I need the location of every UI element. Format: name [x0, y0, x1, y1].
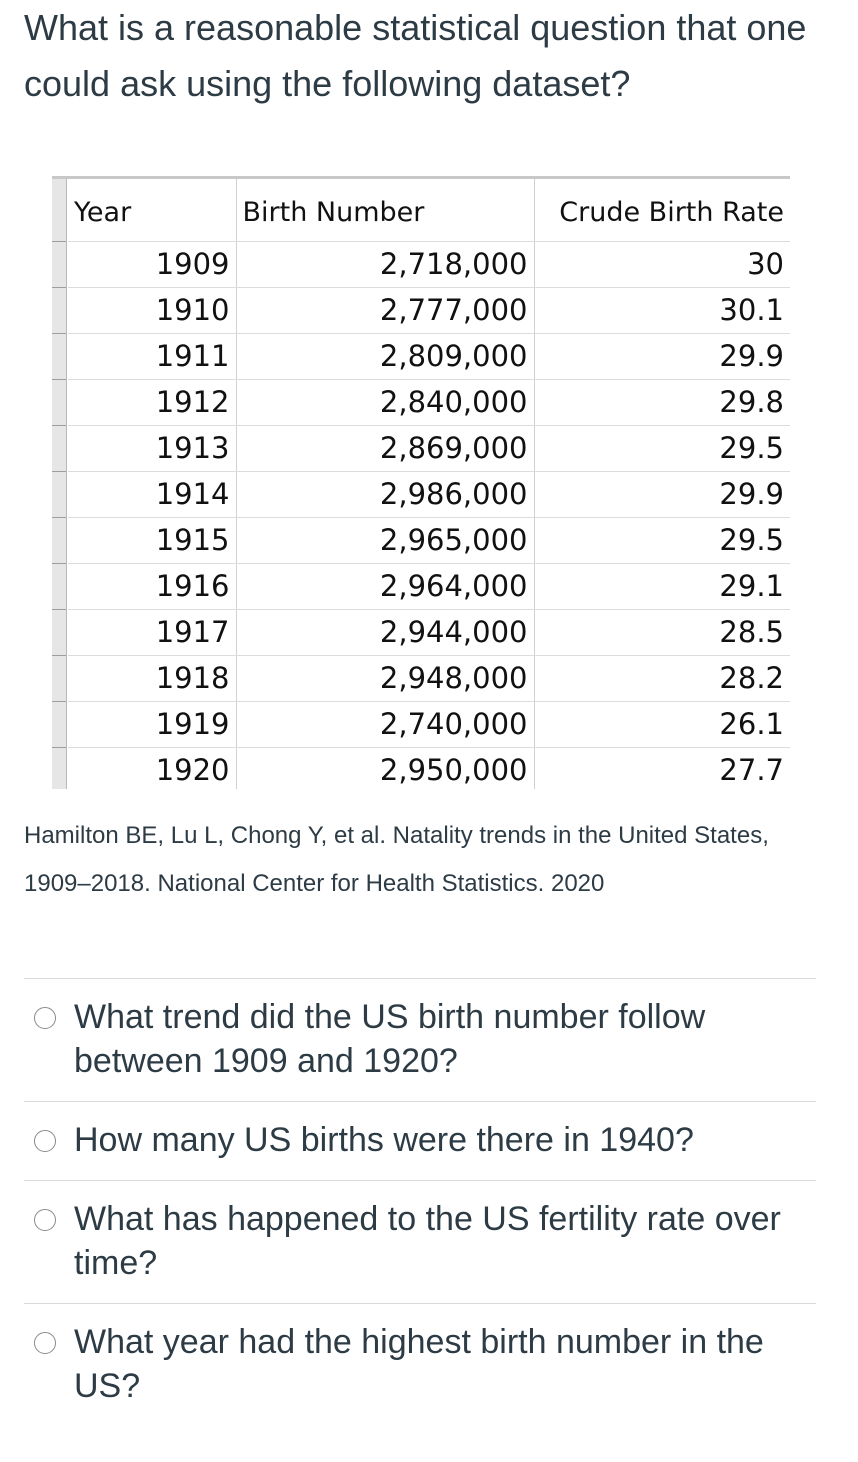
- row-header-divider: [52, 287, 66, 288]
- row-header-divider: [52, 425, 66, 426]
- cell-birth-number: 2,718,000: [236, 241, 534, 287]
- table-row: [68, 655, 790, 701]
- cell-year: 1915: [68, 517, 236, 563]
- cell-birth-number: 2,986,000: [236, 471, 534, 517]
- table-row: [68, 701, 790, 747]
- cell-crude-birth-rate: 29.5: [534, 425, 790, 471]
- row-header-divider: [52, 655, 66, 656]
- cell-year: 1911: [68, 333, 236, 379]
- cell-year: 1918: [68, 655, 236, 701]
- cell-crude-birth-rate: 29.9: [534, 471, 790, 517]
- cell-year: 1910: [68, 287, 236, 333]
- answer-option-label: What year had the highest birth number in the US?: [74, 1323, 764, 1405]
- row-header-divider: [52, 379, 66, 380]
- cell-crude-birth-rate: 29.8: [534, 379, 790, 425]
- header-year: Year: [68, 179, 236, 241]
- table-row: [68, 287, 790, 333]
- radio-button[interactable]: [34, 1007, 56, 1029]
- table-row: [68, 241, 790, 287]
- answer-option-label: How many US births were there in 1940?: [74, 1121, 694, 1159]
- cell-birth-number: 2,869,000: [236, 425, 534, 471]
- cell-birth-number: 2,777,000: [236, 287, 534, 333]
- header-crude-birth-rate: Crude Birth Rate: [534, 179, 790, 241]
- cell-year: 1919: [68, 701, 236, 747]
- cell-year: 1916: [68, 563, 236, 609]
- cell-crude-birth-rate: 27.7: [534, 747, 790, 789]
- cell-crude-birth-rate: 30: [534, 241, 790, 287]
- row-header-divider: [52, 517, 66, 518]
- cell-birth-number: 2,840,000: [236, 379, 534, 425]
- header-birth-number: Birth Number: [236, 179, 534, 241]
- dataset-table: [68, 179, 790, 789]
- row-header-divider: [52, 471, 66, 472]
- row-header-divider: [52, 241, 66, 242]
- radio-button[interactable]: [34, 1209, 56, 1231]
- cell-year: 1914: [68, 471, 236, 517]
- cell-birth-number: 2,740,000: [236, 701, 534, 747]
- cell-crude-birth-rate: 29.5: [534, 517, 790, 563]
- question-text: What is a reasonable statistical question that one could ask using the following dataset?: [24, 7, 807, 104]
- radio-button[interactable]: [34, 1332, 56, 1354]
- cell-birth-number: 2,964,000: [236, 563, 534, 609]
- cell-crude-birth-rate: 28.2: [534, 655, 790, 701]
- answer-option-3[interactable]: [24, 1180, 816, 1303]
- answer-option-label: What trend did the US birth number follow between 1909 and 1920?: [74, 998, 706, 1080]
- answer-option-label: What has happened to the US fertility rate over time?: [74, 1200, 781, 1282]
- cell-crude-birth-rate: 29.1: [534, 563, 790, 609]
- cell-birth-number: 2,965,000: [236, 517, 534, 563]
- row-header-divider: [52, 609, 66, 610]
- table-row: [68, 333, 790, 379]
- cell-crude-birth-rate: 26.1: [534, 701, 790, 747]
- row-header-divider: [52, 333, 66, 334]
- answer-option-2[interactable]: [24, 1101, 816, 1180]
- table-row: [68, 609, 790, 655]
- cell-year: 1920: [68, 747, 236, 789]
- cell-crude-birth-rate: 28.5: [534, 609, 790, 655]
- cell-year: 1917: [68, 609, 236, 655]
- row-header-divider: [52, 563, 66, 564]
- row-header-divider: [52, 701, 66, 702]
- table-row: [68, 517, 790, 563]
- table-row: [68, 563, 790, 609]
- citation-text: Hamilton BE, Lu L, Chong Y, et al. Natality trends in the United States, 1909–2018. National Center for Health Statistics. 2020: [24, 822, 769, 897]
- dataset-table-image: [52, 176, 790, 789]
- cell-year: 1909: [68, 241, 236, 287]
- cell-birth-number: 2,809,000: [236, 333, 534, 379]
- answer-option-1[interactable]: [24, 978, 816, 1101]
- table-row: [68, 379, 790, 425]
- table-row: [68, 471, 790, 517]
- cell-crude-birth-rate: 29.9: [534, 333, 790, 379]
- cell-birth-number: 2,944,000: [236, 609, 534, 655]
- table-header-row: [68, 179, 790, 241]
- answer-options: [24, 978, 816, 1426]
- row-header-strip: [52, 179, 67, 789]
- answer-option-4[interactable]: [24, 1303, 816, 1426]
- table-row: [68, 425, 790, 471]
- row-header-divider: [52, 747, 66, 748]
- cell-birth-number: 2,950,000: [236, 747, 534, 789]
- cell-crude-birth-rate: 30.1: [534, 287, 790, 333]
- cell-birth-number: 2,948,000: [236, 655, 534, 701]
- cell-year: 1913: [68, 425, 236, 471]
- radio-button[interactable]: [34, 1130, 56, 1152]
- cell-year: 1912: [68, 379, 236, 425]
- table-row: [68, 747, 790, 789]
